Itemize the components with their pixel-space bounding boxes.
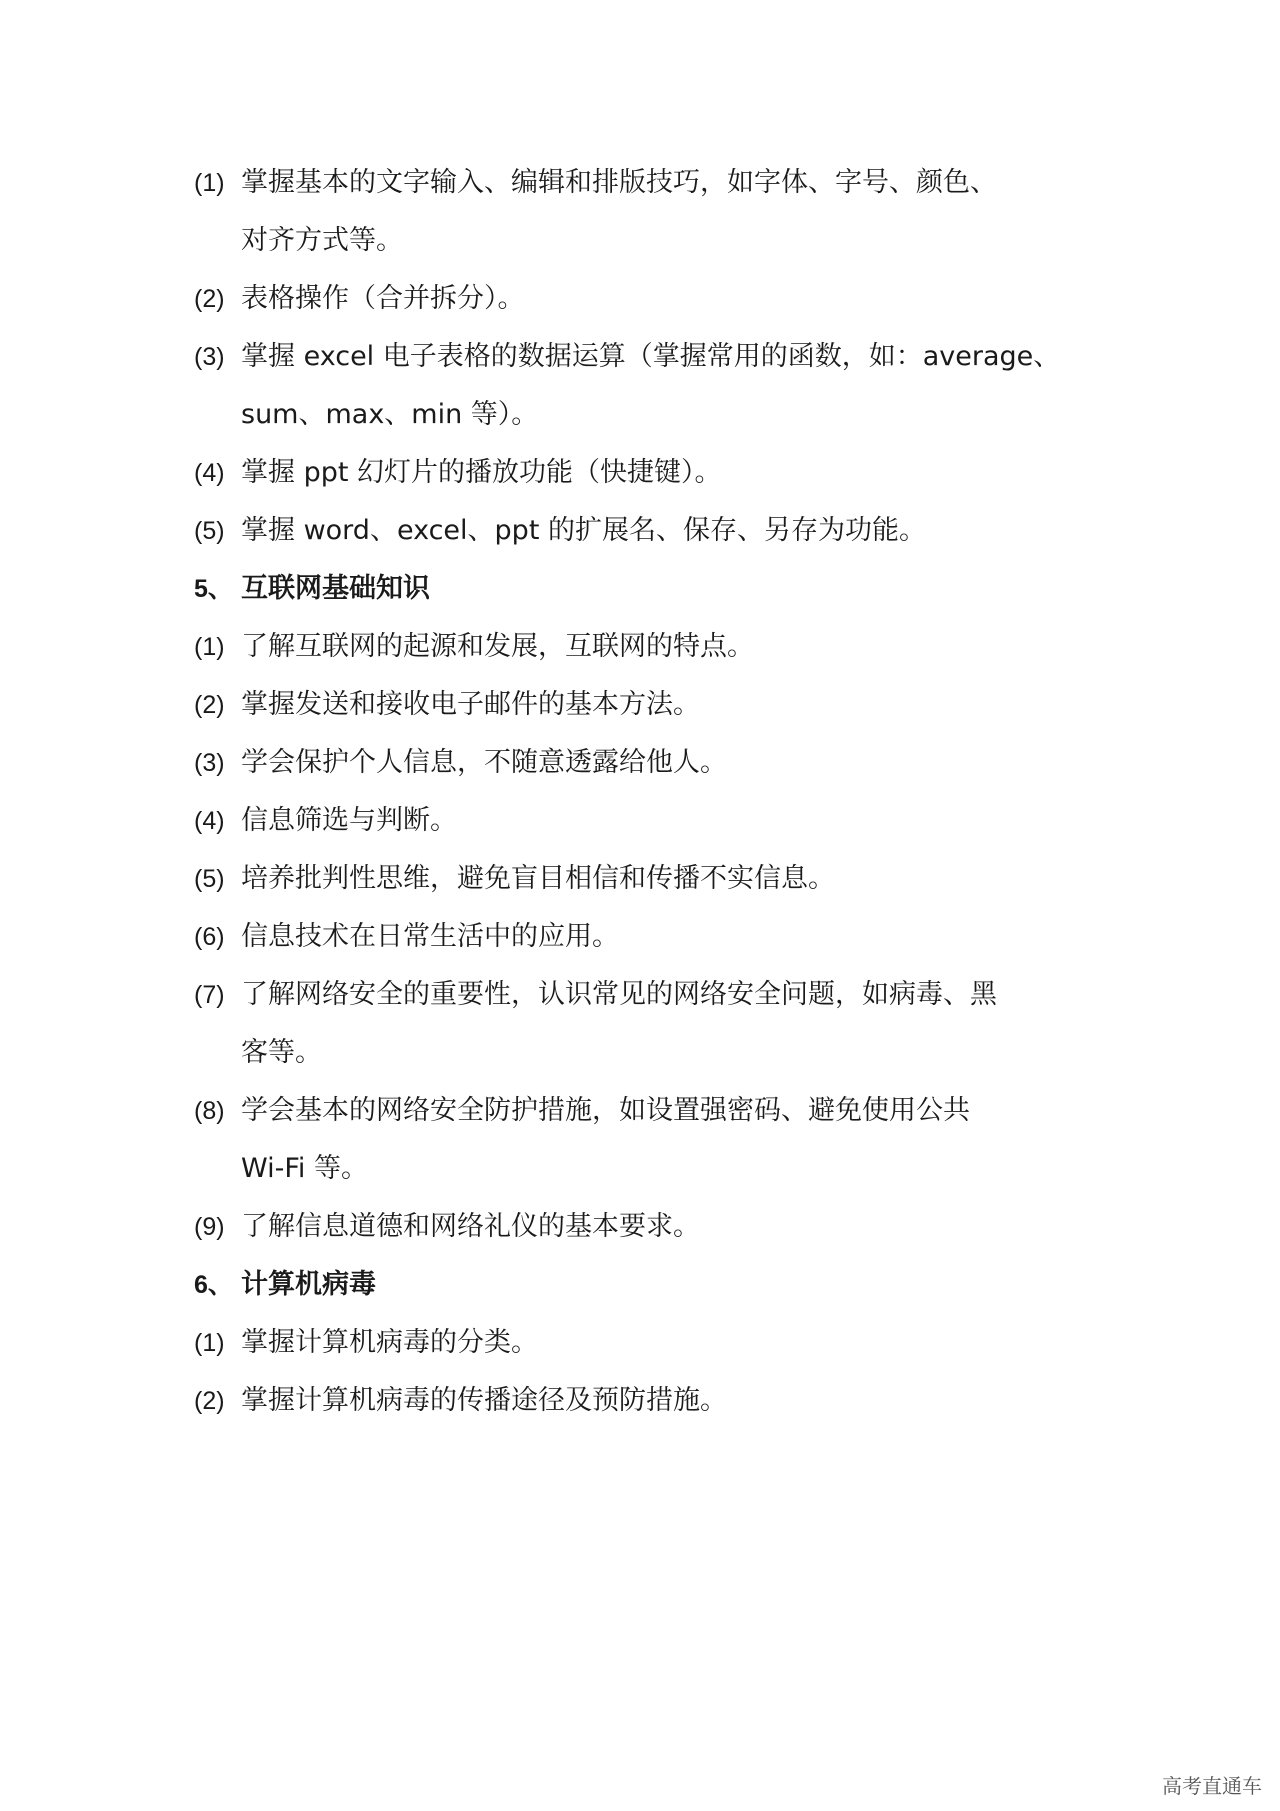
item-number: (4) (194, 807, 225, 835)
item-number: (7) (194, 981, 225, 1009)
item-text: 掌握计算机病毒的分类。 (241, 1327, 538, 1358)
item-number: (9) (194, 1213, 225, 1241)
item-number: (2) (194, 691, 225, 719)
item-number: (3) (194, 343, 225, 371)
item-number: (5) (194, 517, 225, 545)
item-text: 学会保护个人信息，不随意透露给他人。 (241, 747, 727, 778)
item-number: (3) (194, 749, 225, 777)
item-text: 客等。 (241, 1037, 322, 1068)
item-text: 学会基本的网络安全防护措施，如设置强密码、避免使用公共 (241, 1095, 970, 1126)
item-text: 了解网络安全的重要性，认识常见的网络安全问题，如病毒、黑 (241, 979, 997, 1010)
item-text: 了解互联网的起源和发展，互联网的特点。 (241, 631, 754, 662)
item-number: (1) (194, 633, 225, 661)
item-number: (6) (194, 923, 225, 951)
heading-number: 6、 (194, 1271, 233, 1299)
item-number: (5) (194, 865, 225, 893)
item-text: 掌握基本的文字输入、编辑和排版技巧，如字体、字号、颜色、 (241, 167, 997, 198)
item-text: 培养批判性思维，避免盲目相信和传播不实信息。 (241, 863, 835, 894)
item-number: (4) (194, 459, 225, 487)
item-text: 掌握发送和接收电子邮件的基本方法。 (241, 689, 700, 720)
heading-number: 5、 (194, 575, 233, 603)
item-text: sum、max、min 等）。 (241, 399, 539, 430)
item-text: 信息筛选与判断。 (241, 805, 457, 836)
heading-text: 互联网基础知识 (241, 573, 430, 604)
item-text: 信息技术在日常生活中的应用。 (241, 921, 619, 952)
item-text: 掌握 word、excel、ppt 的扩展名、保存、另存为功能。 (241, 515, 926, 546)
item-text: 表格操作（合并拆分）。 (241, 283, 525, 314)
item-text: 掌握计算机病毒的传播途径及预防措施。 (241, 1385, 727, 1416)
item-number: (8) (194, 1097, 225, 1125)
item-number: (1) (194, 1329, 225, 1357)
item-number: (1) (194, 169, 225, 197)
watermark-text: 高考直通车 (1162, 1774, 1262, 1798)
item-text: 对齐方式等。 (241, 225, 403, 256)
item-number: (2) (194, 1387, 225, 1415)
item-number: (2) (194, 285, 225, 313)
heading-text: 计算机病毒 (241, 1269, 376, 1300)
item-text: 掌握 excel 电子表格的数据运算（掌握常用的函数，如：average、 (241, 341, 1061, 372)
item-text: Wi-Fi 等。 (241, 1153, 368, 1184)
item-text: 掌握 ppt 幻灯片的播放功能（快捷键）。 (241, 457, 722, 488)
item-text: 了解信息道德和网络礼仪的基本要求。 (241, 1211, 700, 1242)
